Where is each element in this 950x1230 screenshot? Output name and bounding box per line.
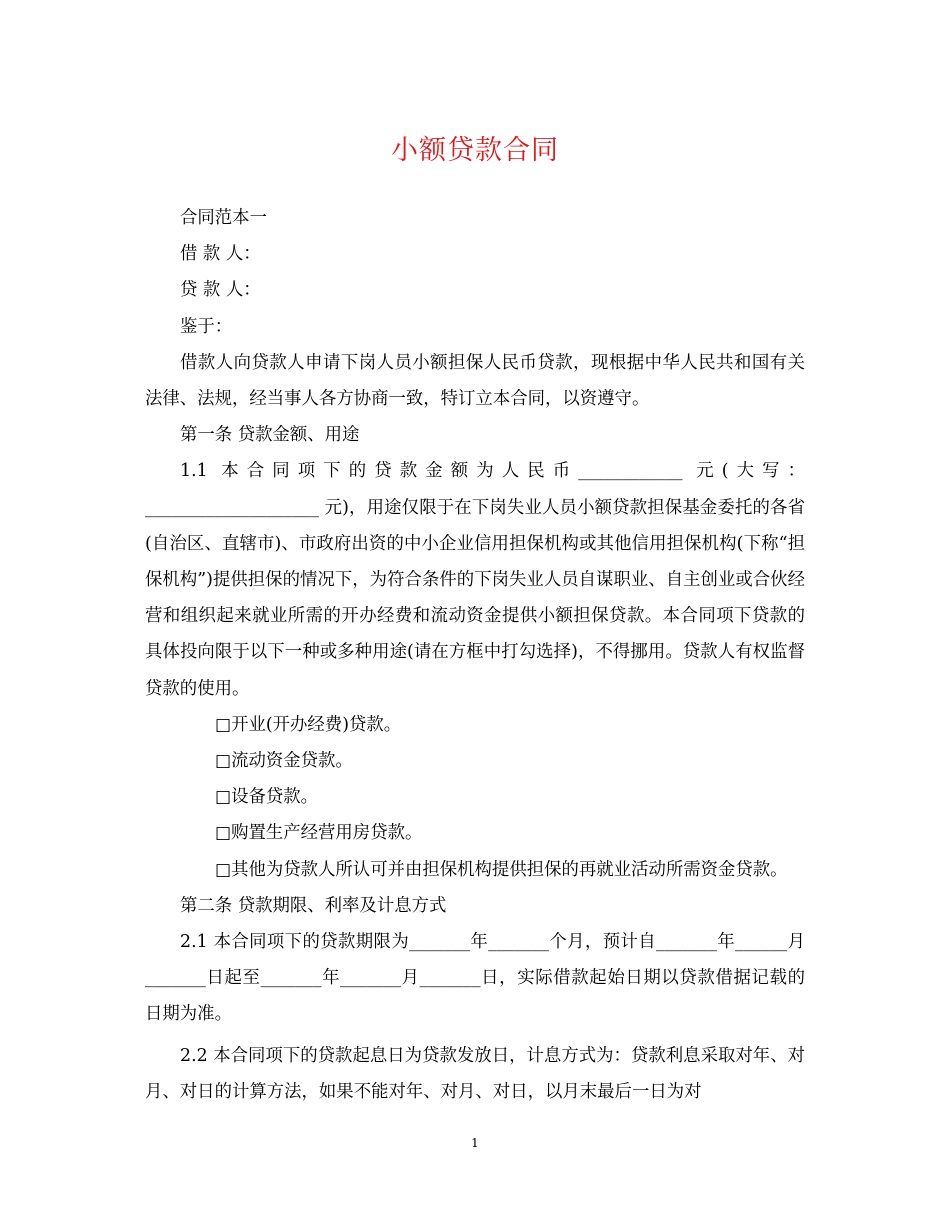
checkbox-option-label: 购置生产经营用房贷款。 xyxy=(231,823,423,844)
checkbox-icon[interactable]: □ xyxy=(215,714,232,735)
checkbox-option-label: 其他为贷款人所认可并由担保机构提供担保的再就业活动所需资金贷款。 xyxy=(231,859,788,880)
clause-2-1: 2.1 本合同项下的贷款期限为_______年_______个月，预计自_______年______月_______日起至_______年_______月_______日，实际借款起始日期以贷款借据记载的日期为准。 xyxy=(145,932,805,1025)
checkbox-option-equipment xyxy=(145,779,805,815)
article-1-heading: 第一条 贷款金额、用途 xyxy=(180,425,360,446)
paragraph-lender: 贷 款 人： xyxy=(180,280,261,301)
paragraph-contract-template: 合同范本一 xyxy=(180,208,267,228)
article-2-heading: 第二条 贷款期限、利率及计息方式 xyxy=(180,895,447,916)
paragraph-borrower: 借 款 人： xyxy=(180,244,261,265)
checkbox-option-other xyxy=(145,852,805,888)
checkbox-icon[interactable]: □ xyxy=(215,823,232,844)
checkbox-icon[interactable]: □ xyxy=(215,787,232,808)
document-body xyxy=(145,200,805,1110)
checkbox-option-startup xyxy=(145,707,805,743)
checkbox-option-label: 流动资金贷款。 xyxy=(231,751,353,772)
checkbox-option-working-capital xyxy=(145,743,805,779)
checkbox-icon[interactable]: □ xyxy=(215,859,232,880)
document-title: 小额贷款合同 xyxy=(391,135,559,166)
checkbox-option-label: 开业(开办经费)贷款。 xyxy=(231,714,402,735)
checkbox-icon[interactable]: □ xyxy=(215,751,232,772)
clause-2-2: 2.2 本合同项下的贷款起息日为贷款发放日，计息方式为：贷款利息采取对年、对月、对日的计算方法，如果不能对年、对月、对日，以月末最后一日为对 xyxy=(145,1045,805,1102)
paragraph-preamble: 借款人向贷款人申请下岗人员小额担保人民币贷款，现根据中华人民共和国有关法律、法规，经当事人各方协商一致，特订立本合同，以资遵守。 xyxy=(145,352,805,410)
paragraph-whereas: 鉴于： xyxy=(180,316,233,337)
checkbox-option-label: 设备贷款。 xyxy=(231,787,319,808)
clause-1-1: 1.1 本合同项下的贷款金额为人民币____________ 元(大写：____________________ 元)，用途仅限于在下岗失业人员小额贷款担保基金委托的各省(自治区、直辖市)、市政府出资的中小企业信用担保机构或其他信用担保机构(下称“担保机构”)提供担保的情况下，为符合条件的下岗失业人员自谋职业、自主创业或合伙经营和组织起来就业所需的开办经费和流动资金提供小额担保贷款。本合同项下贷款的具体投向限于以下一种或多种用途(请在方框中打勾选择)，不得挪用。贷款人有权监督贷款的使用。 xyxy=(145,461,805,699)
checkbox-option-premises xyxy=(145,815,805,851)
page-number: 1 xyxy=(471,1136,479,1150)
